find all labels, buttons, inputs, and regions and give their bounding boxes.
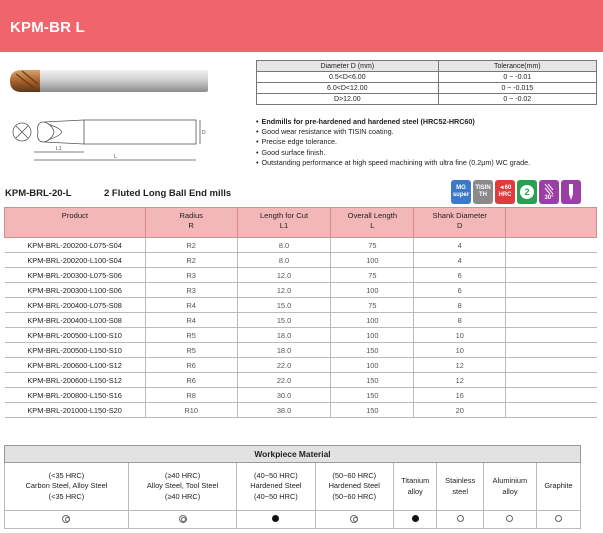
- product-code: KPM-BRL-200500-L100-S10: [5, 328, 146, 343]
- col-d-symbol: D: [456, 221, 463, 230]
- material-suitability: [128, 511, 236, 529]
- col-empty: [506, 208, 597, 238]
- length-for-cut-value: 15.0: [237, 298, 331, 313]
- tolerance-col-tolerance: Tolerance(mm): [438, 61, 596, 72]
- shank-diameter-value: 8: [414, 313, 506, 328]
- product-code: KPM-BRL-200800-L150-S16: [5, 388, 146, 403]
- shank-diameter-value: 4: [414, 238, 506, 253]
- product-code: KPM-BRL-200400-L075-S08: [5, 298, 146, 313]
- col-d-label: Shank Diameter: [432, 211, 487, 220]
- shank-icon-badge: [561, 180, 581, 204]
- shank-diameter-value: 6: [414, 268, 506, 283]
- table-row: [5, 298, 597, 313]
- material-label-line: (50~60 HRC): [332, 491, 377, 501]
- material-label-line: Titanium: [401, 476, 430, 485]
- empty-cell: [506, 343, 597, 358]
- series-code: KPM-BRL-20-L: [5, 188, 72, 199]
- shank-diameter-value: 16: [414, 388, 506, 403]
- overall-length-value: 100: [331, 313, 414, 328]
- material-label: [537, 463, 581, 511]
- table-row: [5, 238, 597, 253]
- radius-value: R6: [145, 358, 237, 373]
- overall-length-value: 150: [331, 403, 414, 418]
- col-overall-length: [331, 208, 414, 238]
- overall-length-value: 100: [331, 328, 414, 343]
- material-label: [483, 463, 536, 511]
- shank-diameter-value: 8: [414, 298, 506, 313]
- radius-value: R3: [145, 283, 237, 298]
- material-label-line: (≥40 HRC): [164, 491, 201, 501]
- badge-text: TISIN: [475, 185, 491, 191]
- length-for-cut-value: 12.0: [237, 283, 331, 298]
- d-dimension-label: D: [202, 130, 206, 136]
- col-radius-symbol: R: [188, 221, 194, 230]
- spec-badges: [451, 180, 581, 204]
- series-description: 2 Fluted Long Ball End mills: [104, 188, 232, 199]
- overall-length-value: 150: [331, 388, 414, 403]
- filled-symbol-icon: [272, 515, 279, 522]
- material-suitability: [237, 511, 315, 529]
- mg-super-badge: [451, 180, 471, 204]
- material-symbol-row: [5, 511, 581, 529]
- table-row: [5, 328, 597, 343]
- empty-cell: [506, 253, 597, 268]
- length-for-cut-value: 18.0: [237, 343, 331, 358]
- tolerance-col-diameter: Diameter D (mm): [257, 61, 439, 72]
- material-label-line: Graphite: [544, 481, 573, 491]
- material-label: [5, 463, 129, 511]
- feature-item: • Outstanding performance at high speed machining with ultra fine (0.2μm) WC grade.: [256, 158, 601, 168]
- feature-item: • Endmills for pre-hardened and hardened steel (HRC52-HRC60): [256, 117, 601, 127]
- tisin-coating-badge: [473, 180, 493, 204]
- badge-text: MG: [456, 185, 466, 191]
- material-label: [315, 463, 393, 511]
- product-code: KPM-BRL-200600-L100-S12: [5, 358, 146, 373]
- length-for-cut-value: 8.0: [237, 238, 331, 253]
- overall-length-value: 100: [331, 283, 414, 298]
- badge-text: TH: [479, 192, 487, 198]
- tolerance-row: [257, 94, 597, 105]
- radius-value: R2: [145, 253, 237, 268]
- flute-count-badge: [517, 180, 537, 204]
- tolerance-diameter: 6.0<D<12.00: [257, 83, 439, 94]
- material-suitability: [393, 511, 437, 529]
- material-label-line: (≥40 HRC): [164, 470, 201, 480]
- radius-value: R5: [145, 328, 237, 343]
- overall-length-value: 100: [331, 253, 414, 268]
- double-circle-symbol-icon: [62, 515, 70, 523]
- col-length-for-cut: [237, 208, 331, 238]
- radius-value: R3: [145, 268, 237, 283]
- material-label-line: Hardened Steel: [250, 481, 302, 491]
- feature-list: [256, 117, 601, 168]
- table-row: [5, 358, 597, 373]
- empty-cell: [506, 403, 597, 418]
- overall-length-value: 75: [331, 238, 414, 253]
- material-label-line: alloy: [502, 486, 518, 496]
- product-code: KPM-BRL-200300-L100-S06: [5, 283, 146, 298]
- helix-angle-badge: [539, 180, 559, 204]
- product-table-body: [5, 238, 597, 418]
- open-symbol-icon: [457, 515, 464, 522]
- material-label: [128, 463, 236, 511]
- length-for-cut-value: 18.0: [237, 328, 331, 343]
- material-label: [437, 463, 483, 511]
- material-label-line: (40~50 HRC): [254, 491, 298, 501]
- overall-length-value: 100: [331, 358, 414, 373]
- helix-icon: [543, 183, 555, 195]
- col-l1-label: Length for Cut: [259, 211, 309, 220]
- shank-diameter-value: 20: [414, 403, 506, 418]
- tolerance-row: [257, 72, 597, 83]
- radius-value: R8: [145, 388, 237, 403]
- feature-item: • Precise edge tolerance.: [256, 137, 601, 147]
- empty-cell: [506, 373, 597, 388]
- tolerance-diameter: D>12.00: [257, 94, 439, 105]
- length-for-cut-value: 8.0: [237, 253, 331, 268]
- feature-item: • Good wear resistance with TISIN coating.: [256, 127, 601, 137]
- table-row: [5, 283, 597, 298]
- product-code: KPM-BRL-200200-L075-S04: [5, 238, 146, 253]
- empty-cell: [506, 298, 597, 313]
- empty-cell: [506, 328, 597, 343]
- col-radius: [145, 208, 237, 238]
- filled-symbol-icon: [412, 515, 419, 522]
- radius-value: R6: [145, 373, 237, 388]
- table-row: [5, 313, 597, 328]
- shank-diameter-value: 10: [414, 328, 506, 343]
- endmill-icon: [565, 183, 577, 201]
- shank-diameter-value: 4: [414, 253, 506, 268]
- empty-cell: [506, 358, 597, 373]
- material-label: [237, 463, 315, 511]
- length-for-cut-value: 22.0: [237, 373, 331, 388]
- material-label-line: (40~50 HRC): [254, 470, 298, 480]
- table-row: [5, 403, 597, 418]
- material-suitability: [537, 511, 581, 529]
- empty-cell: [506, 313, 597, 328]
- empty-cell: [506, 388, 597, 403]
- material-suitability: [5, 511, 129, 529]
- product-table: [4, 207, 597, 418]
- length-for-cut-value: 22.0: [237, 358, 331, 373]
- tolerance-value: 0 ~ -0.015: [438, 83, 596, 94]
- table-row: [5, 373, 597, 388]
- feature-item: • Good surface finish.: [256, 148, 601, 158]
- table-row: [5, 343, 597, 358]
- empty-cell: [506, 283, 597, 298]
- table-row: [5, 253, 597, 268]
- material-table-title: Workpiece Material: [5, 446, 581, 463]
- double-circle-symbol-icon: [179, 515, 187, 523]
- col-product: [5, 208, 146, 238]
- product-code: KPM-BRL-200200-L100-S04: [5, 253, 146, 268]
- radius-value: R2: [145, 238, 237, 253]
- material-label-line: Stainless: [445, 476, 476, 485]
- badge-text: 2: [520, 185, 534, 199]
- page-title: KPM-BR L: [10, 19, 85, 36]
- material-label-line: Hardened Steel: [328, 481, 380, 491]
- tool-photo: [4, 58, 244, 108]
- material-label-line: Alloy Steel, Tool Steel: [146, 481, 219, 491]
- radius-value: R10: [145, 403, 237, 418]
- radius-value: R4: [145, 298, 237, 313]
- l-dimension-label: L: [114, 154, 117, 160]
- col-l-symbol: L: [370, 221, 375, 230]
- shank-diameter-value: 12: [414, 358, 506, 373]
- l1-dimension-label: L1: [56, 146, 62, 152]
- table-row: [5, 268, 597, 283]
- tolerance-header-row: [257, 61, 597, 72]
- hrc-badge: [495, 180, 515, 204]
- product-code: KPM-BRL-200300-L075-S06: [5, 268, 146, 283]
- badge-text: ◄60: [498, 185, 512, 191]
- shank-diameter-value: 12: [414, 373, 506, 388]
- radius-value: R4: [145, 313, 237, 328]
- tolerance-row: [257, 83, 597, 94]
- badge-text: 30°: [544, 194, 554, 201]
- material-label-line: alloy: [407, 486, 423, 496]
- material-suitability: [483, 511, 536, 529]
- workpiece-material-table: [4, 445, 581, 529]
- open-symbol-icon: [506, 515, 513, 522]
- overall-length-value: 150: [331, 373, 414, 388]
- product-code: KPM-BRL-201000-L150-S20: [5, 403, 146, 418]
- table-row: [5, 388, 597, 403]
- empty-cell: [506, 268, 597, 283]
- length-for-cut-value: 30.0: [237, 388, 331, 403]
- product-code: KPM-BRL-200400-L100-S08: [5, 313, 146, 328]
- length-for-cut-value: 15.0: [237, 313, 331, 328]
- col-l-label: Overall Length: [347, 211, 398, 220]
- col-product-label: Product: [61, 211, 88, 220]
- shank-diameter-value: 6: [414, 283, 506, 298]
- open-symbol-icon: [555, 515, 562, 522]
- overall-length-value: 150: [331, 343, 414, 358]
- material-label-line: steel: [452, 486, 468, 496]
- col-shank-diameter: [414, 208, 506, 238]
- product-code: KPM-BRL-200500-L150-S10: [5, 343, 146, 358]
- shank-diameter-value: 10: [414, 343, 506, 358]
- material-label-line: (<35 HRC): [48, 470, 85, 480]
- radius-value: R5: [145, 343, 237, 358]
- col-l1-symbol: L1: [279, 221, 289, 230]
- product-code: KPM-BRL-200600-L150-S12: [5, 373, 146, 388]
- material-label: [393, 463, 437, 511]
- double-circle-symbol-icon: [350, 515, 358, 523]
- tool-technical-drawing: [4, 110, 244, 174]
- header-bar: [0, 0, 603, 52]
- badge-text: super: [452, 192, 470, 198]
- material-label-line: (50~60 HRC): [332, 470, 377, 480]
- overall-length-value: 75: [331, 268, 414, 283]
- material-label-line: (<35 HRC): [48, 491, 85, 501]
- length-for-cut-value: 38.0: [237, 403, 331, 418]
- tolerance-table: [256, 60, 597, 105]
- badge-text: HRC: [498, 192, 512, 198]
- col-radius-label: Radius: [179, 211, 203, 220]
- material-label-line: Carbon Steel, Alloy Steel: [25, 481, 108, 491]
- tolerance-value: 0 ~ -0.02: [438, 94, 596, 105]
- material-label-line: Aluminium: [492, 476, 528, 485]
- product-header-row: [5, 208, 597, 238]
- tolerance-diameter: 0.5<D<6.00: [257, 72, 439, 83]
- length-for-cut-value: 12.0: [237, 268, 331, 283]
- overall-length-value: 75: [331, 298, 414, 313]
- empty-cell: [506, 238, 597, 253]
- material-label-row: [5, 463, 581, 511]
- tolerance-value: 0 ~ -0.01: [438, 72, 596, 83]
- material-suitability: [437, 511, 483, 529]
- material-suitability: [315, 511, 393, 529]
